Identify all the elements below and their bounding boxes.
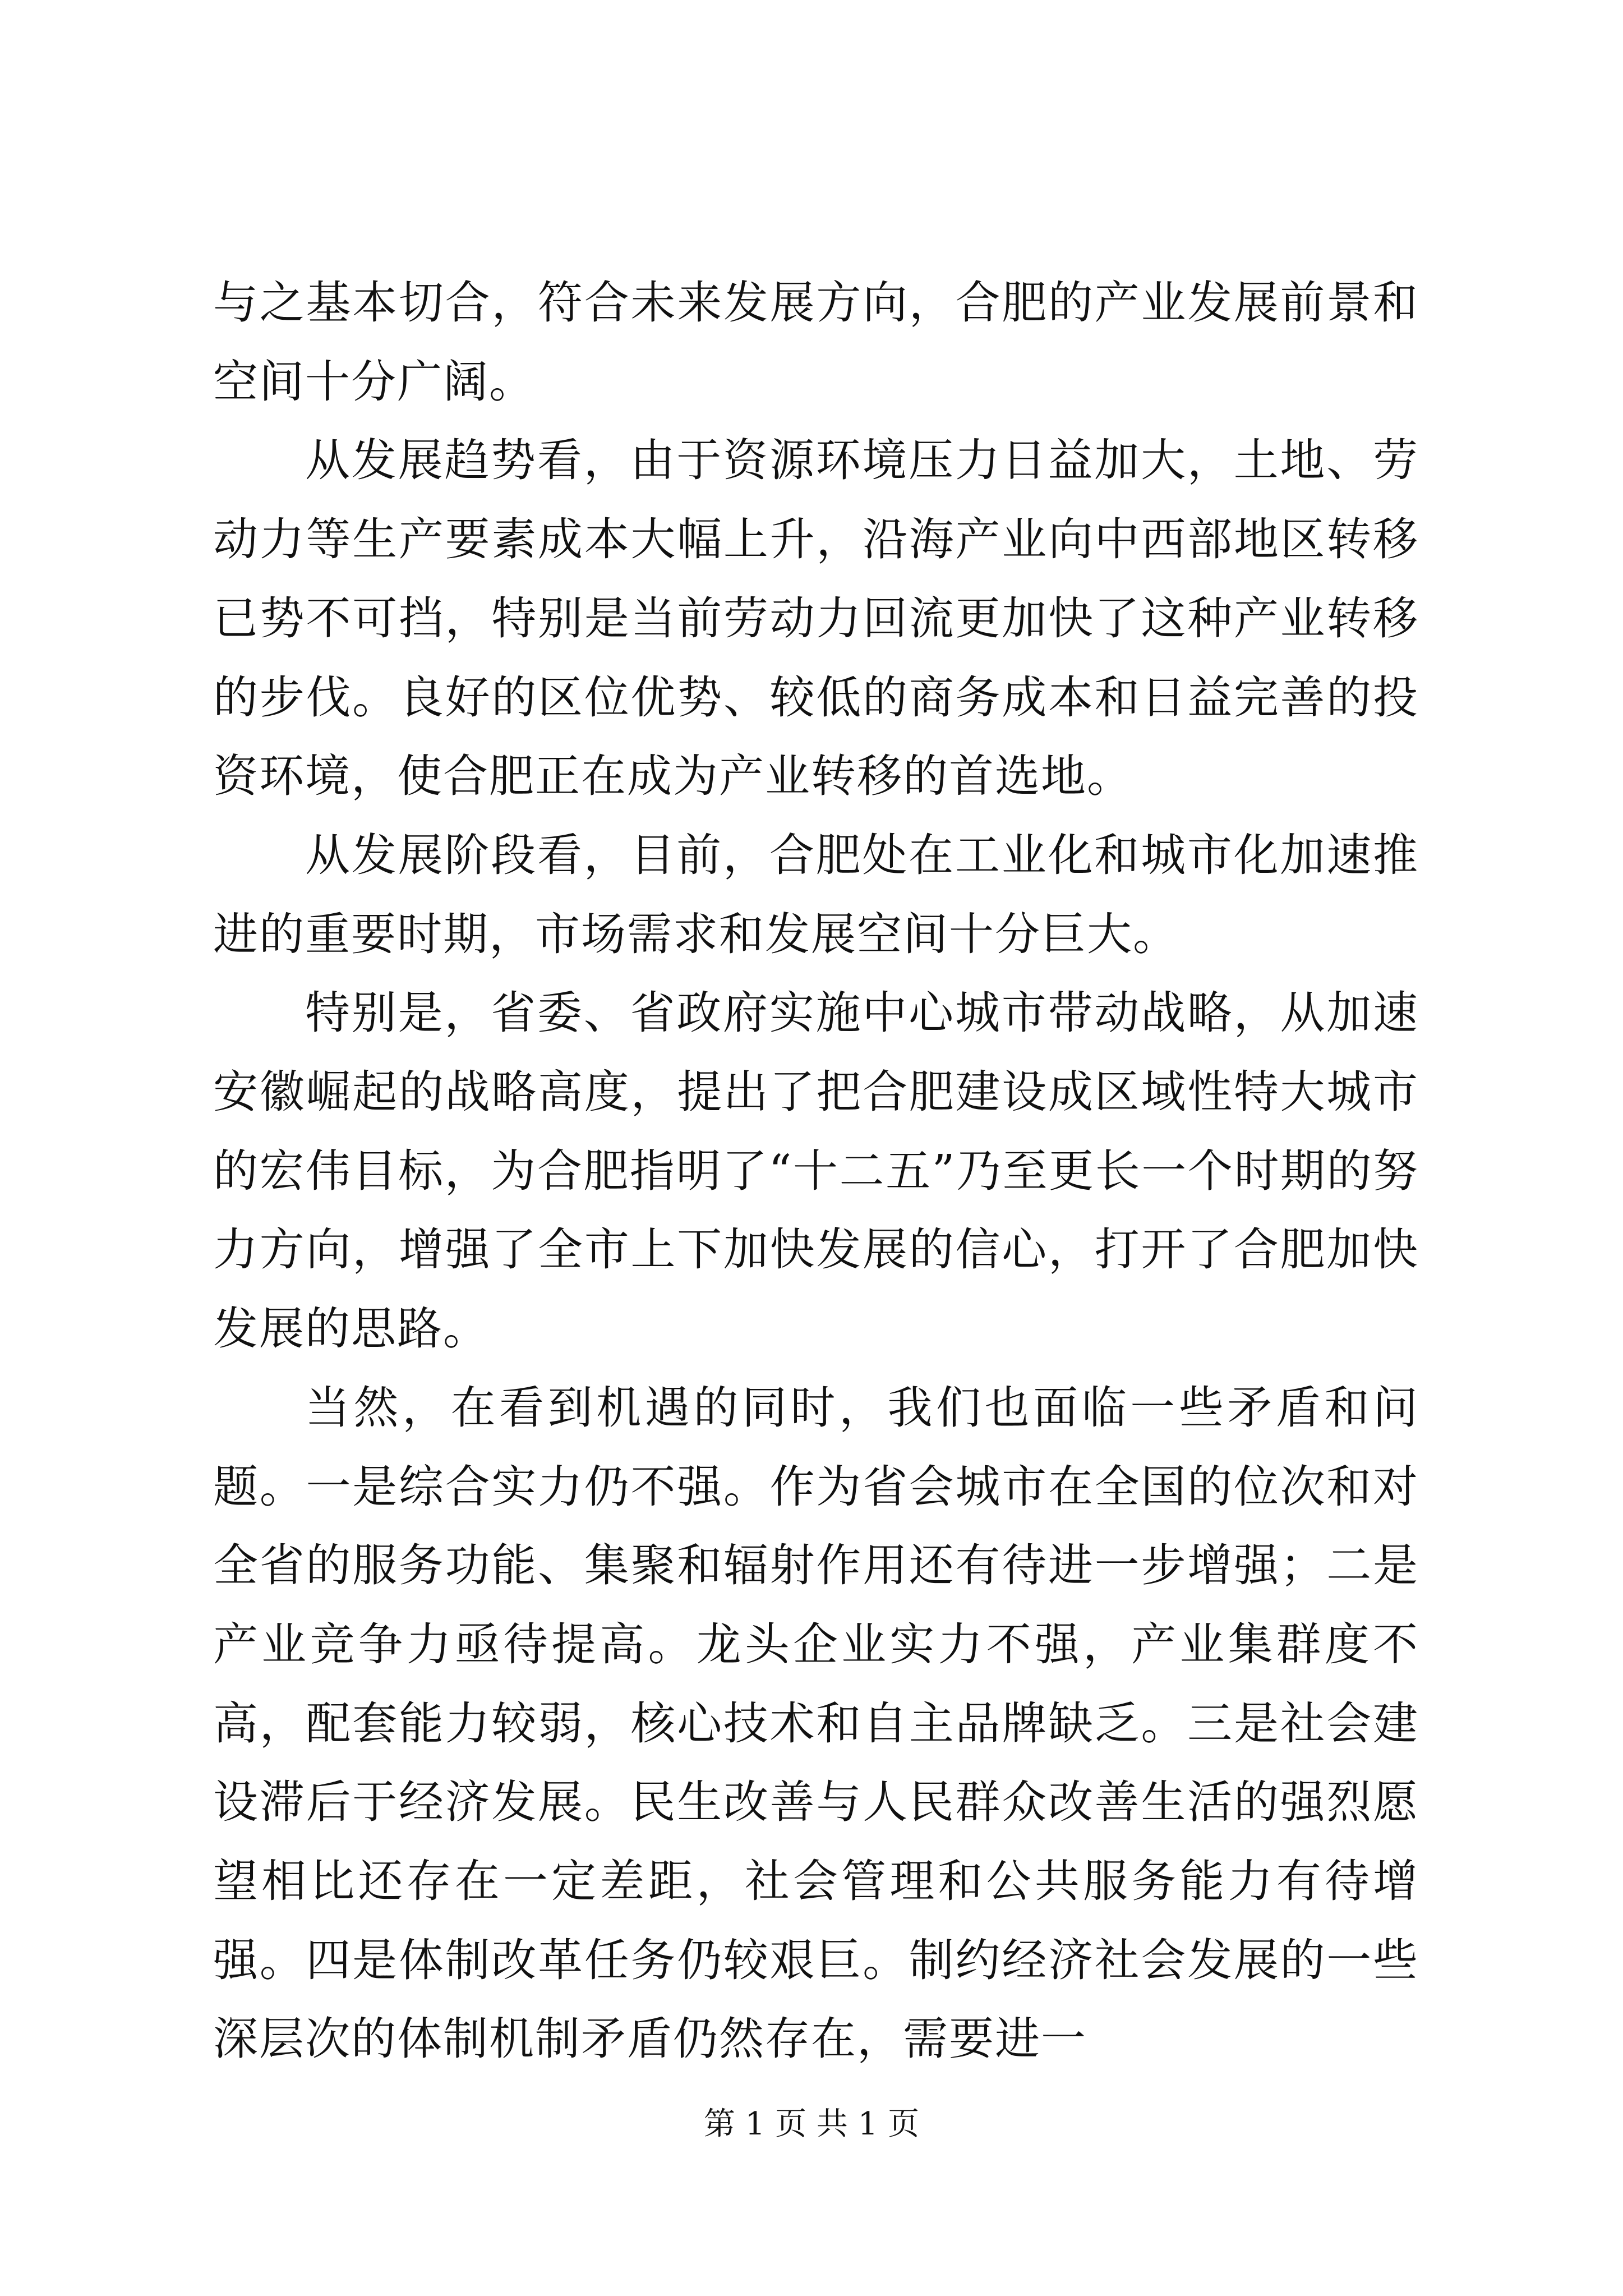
page-footer: 第 1 页 共 1 页 [703, 2106, 920, 2142]
paragraph-2: 从发展趋势看，由于资源环境压力日益加大，土地、劳动力等生产要素成本大幅上升，沿海产业向中西部地区转移已势不可挡，特别是当前劳动力回流更加快了这种产业转移的步伐。良好的区位优势、较低的商务成本和日益完善的投资环境，使合肥正在成为产业转移的首选地。 [213, 434, 1419, 803]
paragraph-1: 与之基本切合，符合未来发展方向，合肥的产业发展前景和空间十分广阔。 [213, 277, 1419, 408]
paragraph-3: 从发展阶段看，目前，合肥处在工业化和城市化加速推进的重要时期，市场需求和发展空间十分巨大。 [213, 829, 1419, 960]
paragraph-4: 特别是，省委、省政府实施中心城市带动战略，从加速安徽崛起的战略高度，提出了把合肥建设成区域性特大城市的宏伟目标，为合肥指明了“十二五”乃至更长一个时期的努力方向，增强了全市上下加快发展的信心，打开了合肥加快发展的思路。 [213, 987, 1419, 1355]
paragraph-5: 当然，在看到机遇的同时，我们也面临一些矛盾和问题。一是综合实力仍不强。作为省会城市在全国的位次和对全省的服务功能、集聚和辐射作用还有待进一步增强；二是产业竞争力亟待提高。龙头企业实力不强，产业集群度不高，配套能力较弱，核心技术和自主品牌缺乏。三是社会建设滞后于经济发展。民生改善与人民群众改善生活的强烈愿望相比还存在一定差距，社会管理和公共服务能力有待增强。四是体制改革任务仍较艰巨。制约经济社会发展的一些深层次的体制机制矛盾仍然存在，需要进一 [213, 1381, 1419, 2065]
document-body [213, 264, 1419, 2079]
